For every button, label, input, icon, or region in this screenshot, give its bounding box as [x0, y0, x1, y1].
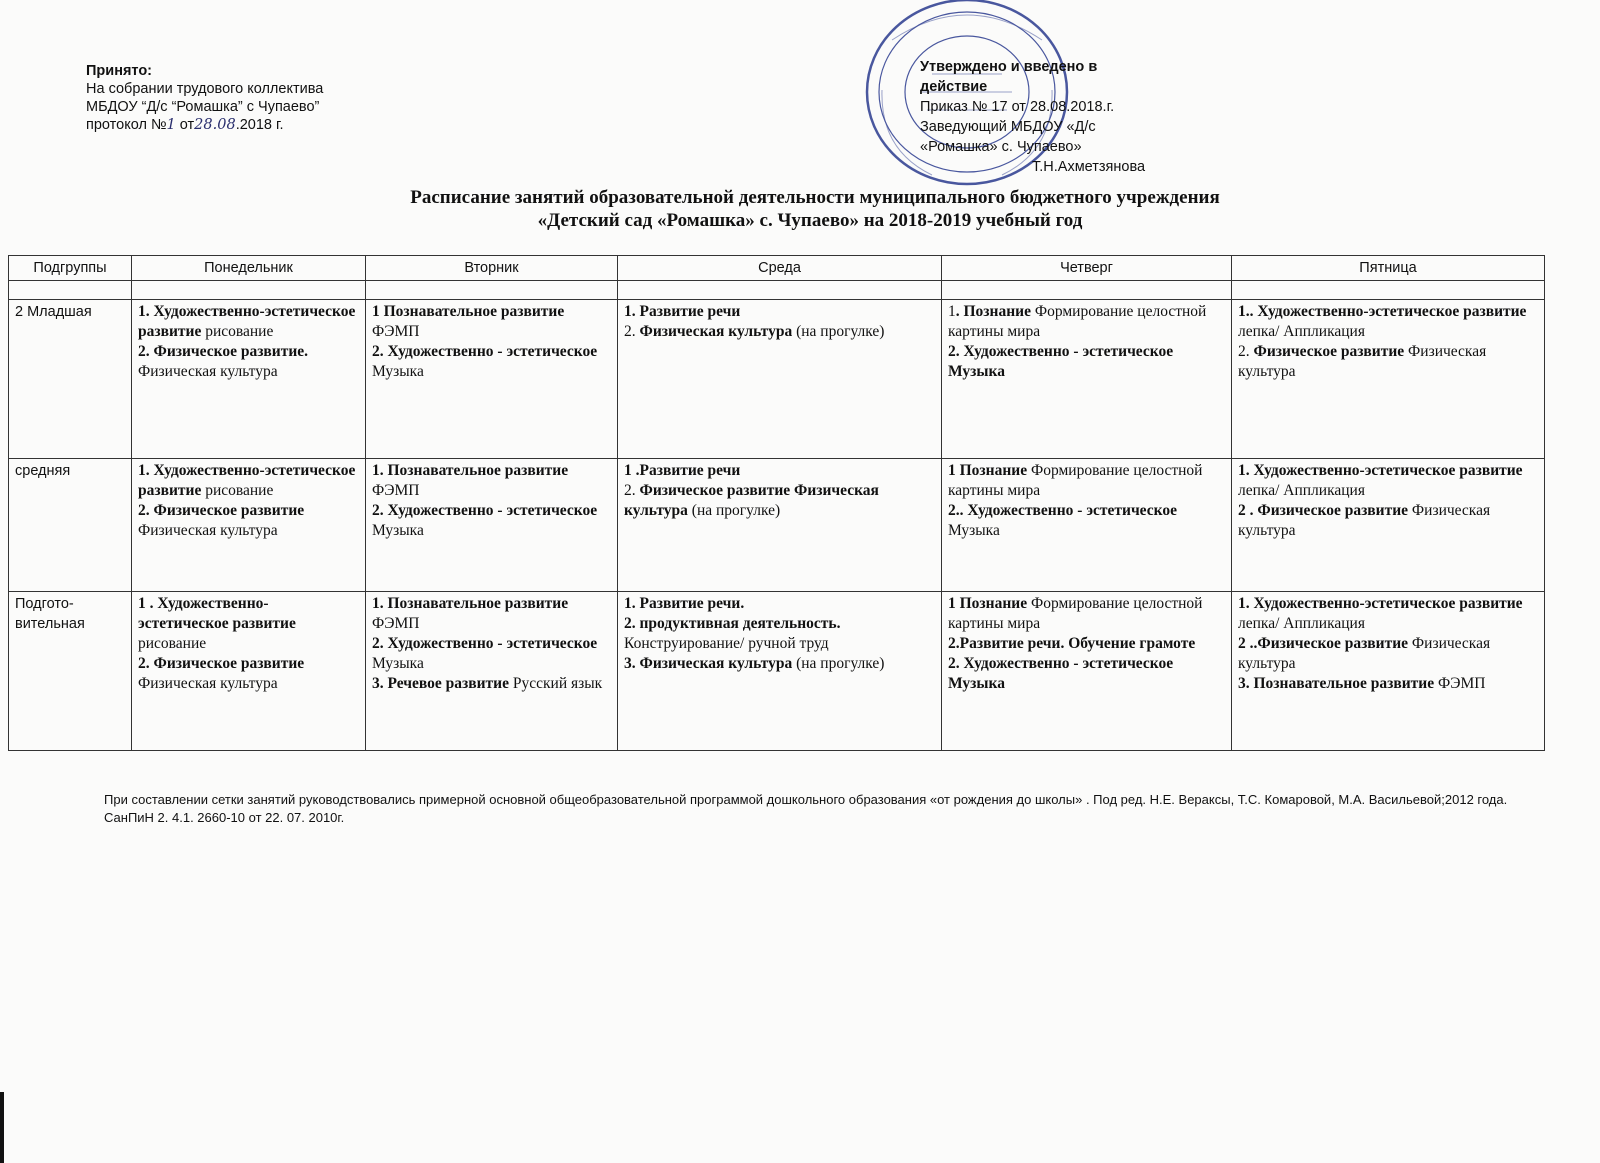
table-header-row — [9, 256, 1545, 281]
approved-head-2: «Ромашка» с. Чупаево» — [920, 139, 1082, 155]
lesson-area: 2. Художественно - эстетическое — [372, 635, 598, 652]
accepted-protocol — [86, 116, 323, 134]
lesson-entry — [138, 302, 359, 342]
schedule-cell-fri — [1232, 459, 1545, 592]
lesson-area: 3. Физическая культура — [624, 655, 793, 672]
lesson-detail: Физическая культура — [1238, 343, 1487, 380]
lesson-detail: Физическая культура — [1238, 635, 1491, 672]
lesson-detail: Музыка — [372, 522, 424, 539]
page-title — [0, 186, 1600, 232]
lesson-detail: Физическая культура — [1238, 502, 1491, 539]
lesson-entry — [1238, 342, 1538, 382]
lesson-entry — [624, 302, 935, 322]
lesson-entry — [1238, 501, 1538, 541]
lesson-area: 1 Познавательное развитие — [372, 303, 565, 320]
lesson-detail: 1 — [948, 303, 956, 320]
schedule-cell-mon — [132, 459, 366, 592]
lesson-entry — [948, 654, 1225, 694]
accepted-heading: Принято: — [86, 63, 153, 79]
lesson-entry — [1238, 674, 1538, 694]
schedule-cell-tue — [366, 459, 618, 592]
lesson-detail: Физическая культура — [138, 675, 278, 692]
table-row — [9, 592, 1545, 751]
lesson-entry — [372, 634, 611, 674]
lesson-entry — [372, 501, 611, 541]
lesson-detail: 2. — [624, 323, 640, 340]
lesson-detail: Формирование целостной картины мира — [948, 595, 1203, 632]
lesson-area: 1 Познание — [948, 462, 1028, 479]
lesson-entry — [1238, 594, 1538, 634]
lesson-area: 3. Речевое развитие — [372, 675, 509, 692]
lesson-entry — [948, 302, 1225, 342]
group-cell: средняя — [9, 459, 132, 592]
lesson-detail: 2. — [624, 482, 640, 499]
lesson-entry — [948, 342, 1225, 382]
table-row — [9, 300, 1545, 459]
lesson-area: 1.. Художественно-эстетическое развитие — [1238, 303, 1527, 320]
lesson-area: 1 .Развитие речи — [624, 462, 741, 479]
lesson-area: 2. Художественно - эстетическое — [372, 343, 598, 360]
lesson-entry — [372, 461, 611, 501]
lesson-area: Физическое развитие Физическая культура — [624, 482, 879, 519]
schedule-table — [8, 255, 1545, 751]
lesson-area: 1. Развитие речи. — [624, 595, 745, 612]
lesson-entry — [624, 461, 935, 481]
spacer-cell — [9, 281, 132, 300]
lesson-detail: Формирование целостной картины мира — [948, 303, 1207, 340]
scan-edge-mark — [0, 1092, 4, 1163]
lesson-detail: Физическая культура — [138, 363, 278, 380]
lesson-detail: (на прогулке) — [792, 323, 885, 340]
lesson-detail: ФЭМП — [1434, 675, 1486, 692]
lesson-entry — [948, 501, 1225, 541]
lesson-detail: рисование — [201, 482, 274, 499]
protocol-number: 1 — [166, 117, 176, 133]
lesson-entry — [1238, 461, 1538, 501]
lesson-detail: рисование — [201, 323, 274, 340]
lesson-detail: лепка/ Аппликация — [1238, 482, 1365, 499]
header-cell: Пятница — [1232, 256, 1545, 281]
schedule-cell-thu — [942, 300, 1232, 459]
lesson-area: 2. продуктивная деятельность. — [624, 615, 841, 632]
lesson-entry — [624, 594, 935, 614]
lesson-area: 2. Художественно - эстетическое — [372, 502, 598, 519]
lesson-entry — [138, 594, 359, 654]
lesson-detail: (на прогулке) — [687, 502, 781, 519]
lesson-detail: лепка/ Аппликация — [1238, 615, 1365, 632]
lesson-area: 2. Художественно - эстетическое Музыка — [948, 655, 1174, 692]
approved-block — [920, 57, 1180, 177]
lesson-entry — [624, 322, 935, 342]
table-row — [9, 459, 1545, 592]
approved-order: Приказ № 17 от 28.08.2018.г. — [920, 99, 1115, 115]
schedule-cell-tue — [366, 592, 618, 751]
lesson-entry — [372, 342, 611, 382]
lesson-entry — [138, 654, 359, 694]
lesson-area: 1. Познавательное развитие — [372, 462, 569, 479]
protocol-prefix: протокол № — [86, 117, 167, 133]
header-cell: Подгруппы — [9, 256, 132, 281]
lesson-area: . Познание — [955, 303, 1031, 320]
footer-note: При составлении сетки занятий руководствовались примерной основной общеобразовательной программой дошкольного образования «от рождения до школы» . Под ред. Н.Е. Вераксы, Т.С. Комаровой, М.А. Васильевой;2012 года. СанПиН 2. 4.1. 2660-10 от 22. 07. 2010г. — [104, 792, 1508, 825]
date-handwritten: 28.08 — [194, 117, 236, 133]
group-cell: 2 Младшая — [9, 300, 132, 459]
schedule-cell-wed — [618, 459, 942, 592]
accepted-line-1: На собрании трудового коллектива — [86, 81, 324, 97]
lesson-detail: Музыка — [372, 363, 424, 380]
title-line-1: Расписание занятий образовательной деятельности муниципального бюджетного учреждения — [410, 187, 1220, 208]
lesson-area: 2. Физическое развитие — [138, 502, 305, 519]
header-cell: Понедельник — [132, 256, 366, 281]
group-cell: Подгото-вительная — [9, 592, 132, 751]
lesson-area: 2 ..Физическое развитие — [1238, 635, 1409, 652]
lesson-detail: лепка/ Аппликация — [1238, 323, 1365, 340]
schedule-cell-mon — [132, 592, 366, 751]
lesson-area: 1. Познавательное развитие — [372, 595, 569, 612]
lesson-area: 1. Художественно-эстетическое развитие — [1238, 462, 1523, 479]
lesson-detail: Физическая культура — [138, 522, 278, 539]
lesson-detail: ФЭМП — [372, 482, 420, 499]
lesson-detail: рисование — [138, 635, 207, 652]
accepted-line-2: МБДОУ “Д/с “Ромашка” с Чупаево” — [86, 99, 320, 115]
date-suffix: .2018 г. — [235, 117, 284, 133]
date-prefix: от — [179, 117, 195, 133]
lesson-entry — [624, 654, 935, 674]
lesson-detail: Формирование целостной картины мира — [948, 462, 1203, 499]
header-cell: Четверг — [942, 256, 1232, 281]
lesson-area: 1. Художественно-эстетическое развитие — [138, 462, 356, 499]
lesson-detail: Конструирование/ ручной труд — [624, 635, 829, 652]
spacer-cell — [942, 281, 1232, 300]
lesson-entry — [624, 614, 935, 654]
lesson-area: 2.Развитие речи. Обучение грамоте — [948, 635, 1196, 652]
schedule-cell-wed — [618, 300, 942, 459]
table-spacer-row — [9, 281, 1545, 300]
lesson-detail: Музыка — [372, 655, 424, 672]
lesson-entry — [372, 594, 611, 634]
spacer-cell — [132, 281, 366, 300]
title-line-2: «Детский сад «Ромашка» с. Чупаево» на 2018-2019 учебный год — [537, 210, 1083, 231]
header-cell: Вторник — [366, 256, 618, 281]
lesson-area: 2. Физическое развитие. — [138, 343, 309, 360]
lesson-area: 1 Познание — [948, 595, 1028, 612]
lesson-entry — [138, 501, 359, 541]
schedule-cell-wed — [618, 592, 942, 751]
lesson-entry — [1238, 634, 1538, 674]
approved-heading-2: действие — [920, 79, 988, 95]
lesson-entry — [624, 481, 935, 521]
lesson-area: 1 . Художественно-эстетическое развитие — [138, 595, 296, 632]
lesson-area: 2.. Художественно - эстетическое — [948, 502, 1177, 519]
lesson-entry — [948, 461, 1225, 501]
lesson-entry — [948, 634, 1225, 654]
lesson-area: 2. Физическое развитие — [138, 655, 305, 672]
approved-signature-name: Т.Н.Ахметзянова — [1032, 159, 1146, 175]
lesson-area: 2 . Физическое развитие — [1238, 502, 1409, 519]
approved-head-1: Заведующий МБДОУ «Д/с — [920, 119, 1096, 135]
lesson-detail: 2. — [1238, 343, 1254, 360]
lesson-detail: ФЭМП — [372, 323, 420, 340]
header-cell: Среда — [618, 256, 942, 281]
schedule-cell-mon — [132, 300, 366, 459]
lesson-area: 2. Художественно - эстетическое Музыка — [948, 343, 1174, 380]
spacer-cell — [618, 281, 942, 300]
lesson-area: 3. Познавательное развитие — [1238, 675, 1435, 692]
lesson-area: Физическая культура — [639, 323, 793, 340]
lesson-detail: (на прогулке) — [792, 655, 885, 672]
schedule-cell-fri — [1232, 300, 1545, 459]
lesson-detail: ФЭМП — [372, 615, 420, 632]
lesson-entry — [138, 342, 359, 382]
lesson-area: 1. Развитие речи — [624, 303, 741, 320]
lesson-entry — [138, 461, 359, 501]
schedule-cell-fri — [1232, 592, 1545, 751]
schedule-cell-thu — [942, 592, 1232, 751]
spacer-cell — [366, 281, 618, 300]
approved-heading-1: Утверждено и введено в — [920, 59, 1098, 75]
schedule-cell-tue — [366, 300, 618, 459]
schedule-cell-thu — [942, 459, 1232, 592]
lesson-entry — [372, 302, 611, 342]
lesson-entry — [372, 674, 611, 694]
lesson-entry — [1238, 302, 1538, 342]
lesson-detail: Музыка — [948, 522, 1000, 539]
spacer-cell — [1232, 281, 1545, 300]
lesson-area: 1. Художественно-эстетическое развитие — [1238, 595, 1523, 612]
lesson-entry — [948, 594, 1225, 634]
lesson-detail: Русский язык — [508, 675, 603, 692]
accepted-block — [86, 62, 323, 134]
lesson-area: 1. Художественно-эстетическое развитие — [138, 303, 356, 340]
lesson-area: Физическое развитие — [1253, 343, 1405, 360]
